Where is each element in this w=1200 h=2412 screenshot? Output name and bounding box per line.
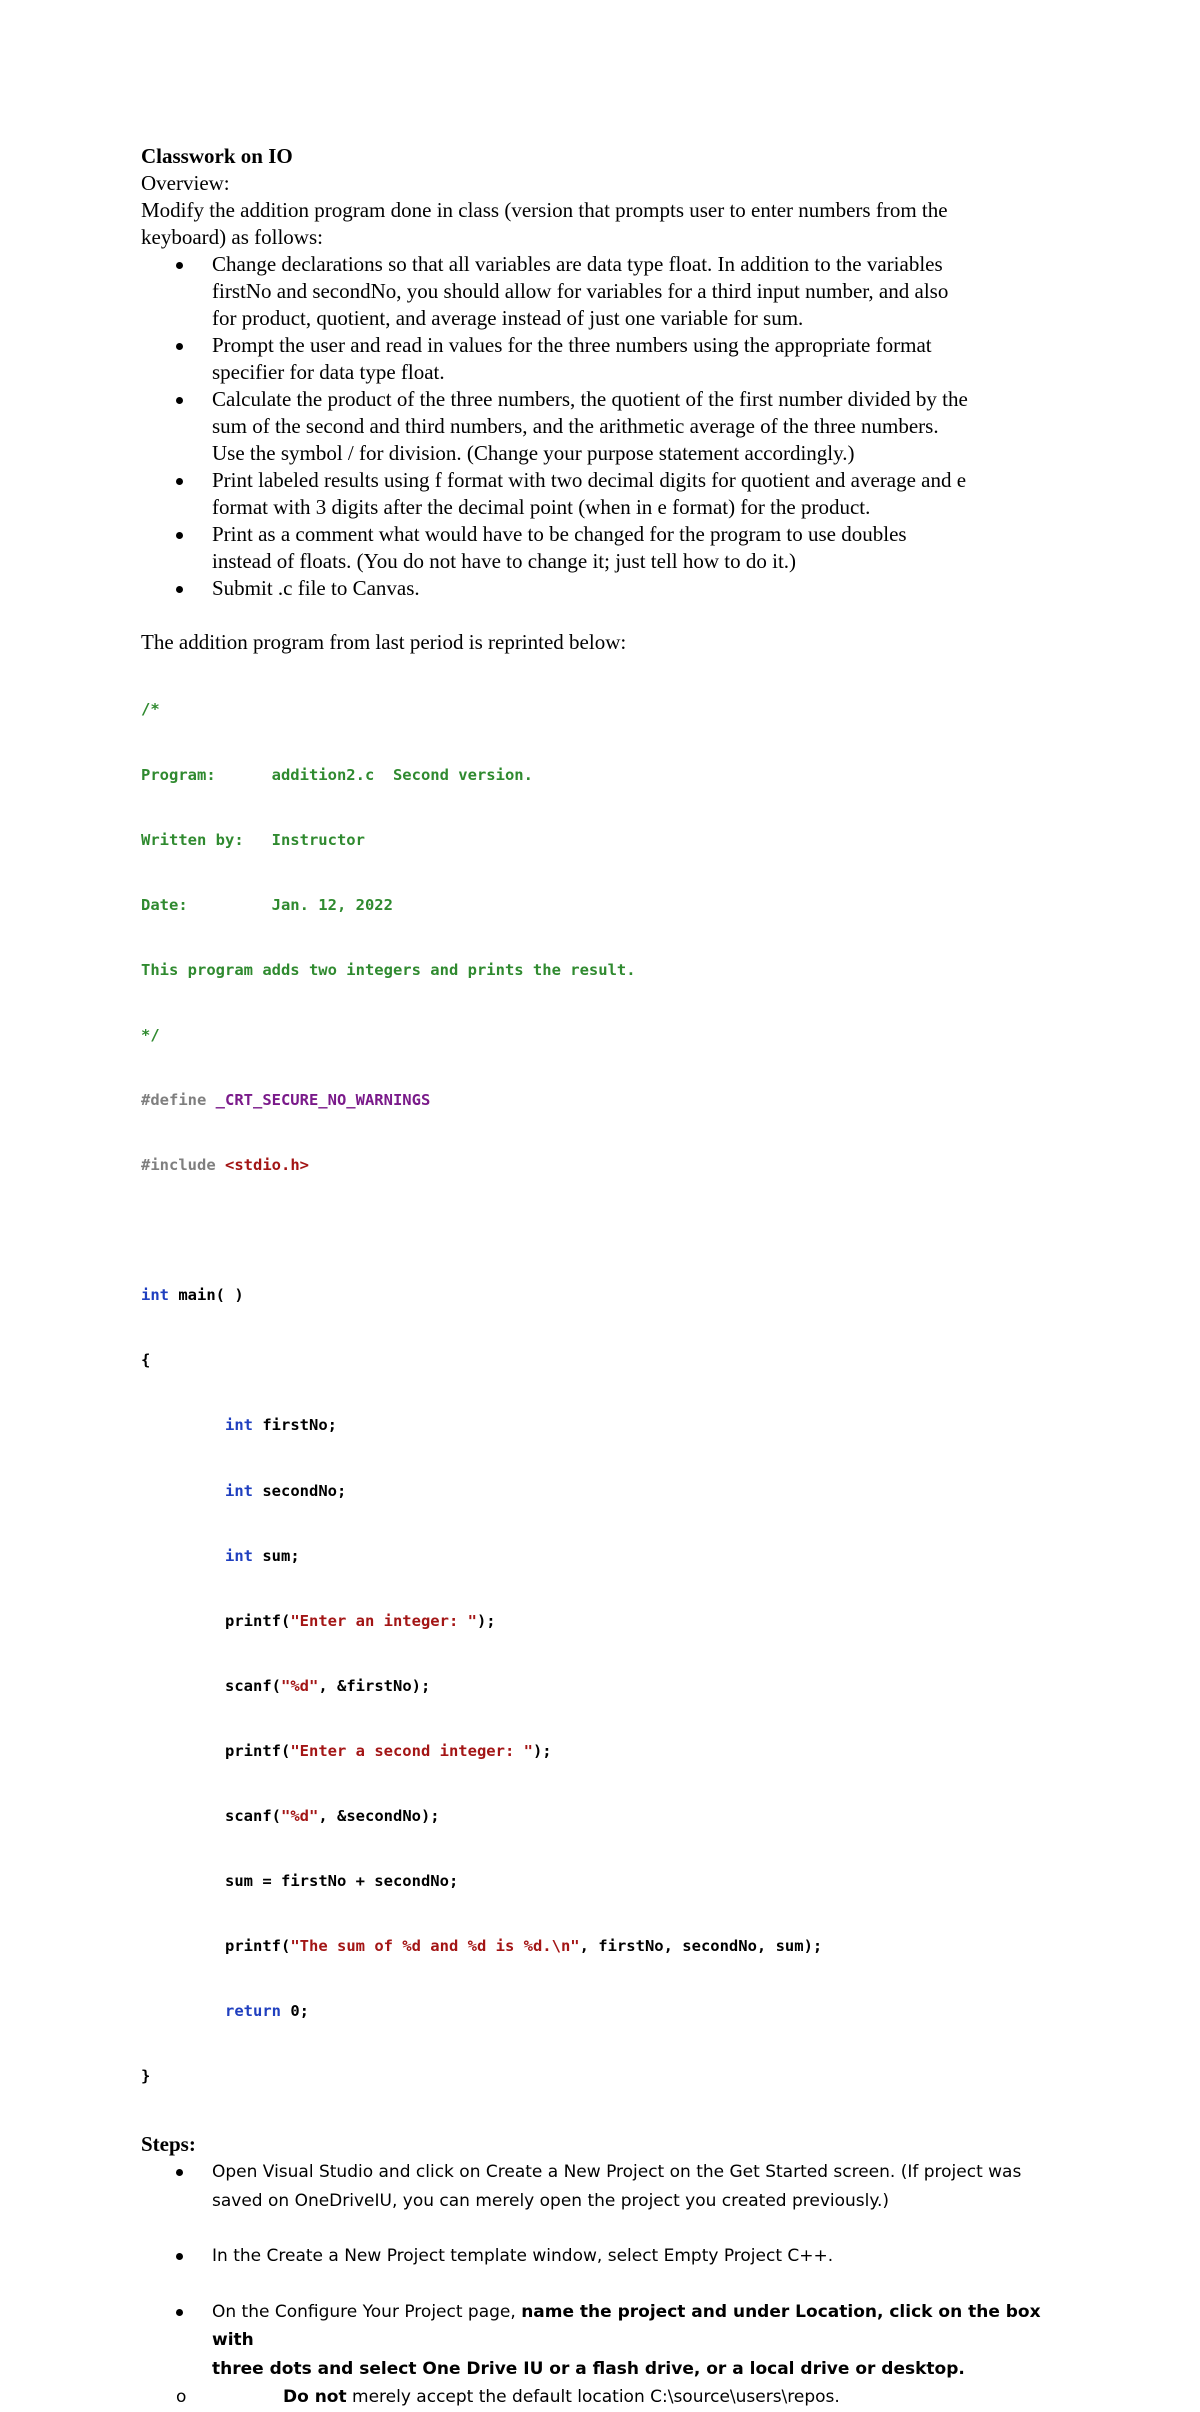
code-decl-sum	[141, 1546, 1071, 1568]
code-desc-line: This program adds two integers and prints the result.	[141, 960, 636, 979]
requirement-item	[141, 521, 1071, 575]
sub-step-emphasis: Do not	[283, 2387, 347, 2408]
intro-line-1: Modify the addition program done in class (version that prompts user to enter numbers from the	[141, 198, 948, 222]
requirement-line: Use the symbol / for division. (Change your purpose statement accordingly.)	[212, 441, 855, 465]
requirement-item	[141, 251, 1071, 332]
include-directive: #include	[141, 1156, 225, 1175]
blank-line	[141, 602, 1071, 629]
code-scanf-1	[141, 1676, 1071, 1698]
document-body	[141, 143, 1071, 2412]
call-close: );	[476, 1611, 496, 1630]
string-literal: "Enter an integer: "	[290, 1611, 477, 1630]
requirement-line: specifier for data type float.	[212, 360, 445, 384]
code-main-line	[141, 1285, 1071, 1307]
requirement-item	[141, 575, 1071, 602]
requirement-line: sum of the second and third numbers, and the arithmetic average of the three numbers.	[212, 414, 939, 438]
return-value: 0;	[281, 2002, 309, 2021]
requirement-line: Prompt the user and read in values for the three numbers using the appropriate format	[212, 333, 932, 357]
sub-bullet-marker: o	[176, 2387, 187, 2408]
requirement-line: instead of floats. (You do not have to change it; just tell how to do it.)	[212, 549, 797, 573]
requirement-line: Submit .c file to Canvas.	[212, 576, 420, 600]
keyword-int: int	[141, 1286, 169, 1305]
bullet-icon	[176, 586, 183, 593]
requirement-item	[141, 467, 1071, 521]
reprint-intro: The addition program from last period is reprinted below:	[141, 630, 627, 654]
requirement-line: Print labeled results using f format with two decimal digits for quotient and average and e	[212, 468, 967, 492]
steps-title: Steps:	[141, 2132, 196, 2157]
bullet-icon	[176, 532, 183, 539]
bullet-icon	[176, 478, 183, 485]
bullet-icon	[176, 262, 183, 269]
code-include-line	[141, 1155, 1071, 1177]
step-line: saved on OneDriveIU, you can merely open the project you created previously.)	[212, 2190, 890, 2211]
define-macro: _CRT_SECURE_NO_WARNINGS	[215, 1090, 431, 1109]
keyword-int: int	[225, 1546, 253, 1565]
string-literal: "%d"	[281, 1676, 319, 1695]
step-line: On the Configure Your Project page,	[212, 2301, 522, 2322]
steps-list	[141, 2158, 1071, 2383]
call-open: scanf(	[225, 1676, 281, 1695]
code-written-line: Written by: Instructor	[141, 830, 365, 849]
requirement-line: Print as a comment what would have to be changed for the program to use doubles	[212, 522, 907, 546]
sub-step-item	[176, 2383, 1071, 2412]
code-return-line	[141, 2001, 1071, 2023]
document-title: Classwork on IO	[141, 144, 293, 168]
code-program-line: Program: addition2.c Second version.	[141, 765, 533, 784]
call-close: );	[532, 1741, 552, 1760]
code-printf-1	[141, 1611, 1071, 1633]
step-emphasis: name the project and under Location, click on the box with	[212, 2301, 1041, 2351]
bullet-icon	[176, 2253, 183, 2260]
decl-text: firstNo;	[253, 1416, 337, 1435]
code-blank-line	[141, 1220, 1071, 1242]
keyword-int: int	[225, 1481, 253, 1500]
code-define-line	[141, 1090, 1071, 1112]
decl-text: secondNo;	[253, 1481, 347, 1500]
requirement-line: Change declarations so that all variables are data type float. In addition to the variables	[212, 252, 943, 276]
intro-line-2: keyboard) as follows:	[141, 225, 323, 249]
code-decl-firstno	[141, 1415, 1071, 1437]
keyword-int: int	[225, 1416, 253, 1435]
code-scanf-2	[141, 1806, 1071, 1828]
code-date-line: Date: Jan. 12, 2022	[141, 895, 393, 914]
call-open: printf(	[225, 1741, 291, 1760]
include-header: <stdio.h>	[225, 1156, 309, 1175]
bullet-icon	[176, 397, 183, 404]
call-close: , firstNo, secondNo, sum);	[579, 1937, 823, 1956]
sum-statement: sum = firstNo + secondNo;	[225, 1872, 459, 1891]
step-item	[141, 2158, 1071, 2215]
code-printf-3	[141, 1936, 1071, 1958]
bullet-icon	[176, 343, 183, 350]
code-printf-2	[141, 1741, 1071, 1763]
call-close: , &firstNo);	[318, 1676, 431, 1695]
string-literal: "%d"	[281, 1807, 319, 1825]
call-open: printf(	[225, 1937, 291, 1956]
main-signature: main( )	[169, 1286, 244, 1305]
step-emphasis: three dots and select One Drive IU or a flash drive, or a local drive or desktop.	[212, 2358, 965, 2379]
step-line: Open Visual Studio and click on Create a New Project on the Get Started screen. (If project was	[212, 2162, 1022, 2183]
requirement-item	[141, 386, 1071, 467]
define-directive: #define	[141, 1090, 216, 1109]
requirement-line: firstNo and secondNo, you should allow for variables for a third input number, and also	[212, 279, 949, 303]
code-listing	[141, 656, 1071, 2131]
overview-label: Overview:	[141, 171, 230, 195]
requirement-line: for product, quotient, and average instead of just one variable for sum.	[212, 306, 804, 330]
requirement-line: Calculate the product of the three numbers, the quotient of the first number divided by the	[212, 387, 968, 411]
requirement-line: format with 3 digits after the decimal point (when in e format) for the product.	[212, 495, 871, 519]
code-open-brace: {	[141, 1351, 151, 1370]
call-open: printf(	[225, 1611, 291, 1630]
bullet-icon	[176, 2169, 183, 2176]
step-line: In the Create a New Project template window, select Empty Project C++.	[212, 2246, 834, 2267]
code-close-brace: }	[141, 2067, 151, 2086]
string-literal: "The sum of %d and %d is %d.\n"	[290, 1937, 580, 1956]
call-open: scanf(	[225, 1807, 281, 1825]
keyword-return: return	[225, 2002, 281, 2021]
requirements-list	[141, 251, 1071, 602]
bullet-icon	[176, 2309, 183, 2316]
string-literal: "Enter a second integer: "	[290, 1741, 533, 1760]
step-item	[141, 2242, 1071, 2271]
code-decl-secondno	[141, 1481, 1071, 1503]
code-sum-line	[141, 1871, 1071, 1893]
requirement-item	[141, 332, 1071, 386]
step-item	[141, 2298, 1071, 2384]
code-comment-open: /*	[141, 700, 160, 719]
sub-step-text: merely accept the default location C:\source\users\repos.	[346, 2387, 840, 2408]
code-comment-close: */	[141, 1025, 160, 1044]
decl-text: sum;	[253, 1546, 300, 1565]
call-close: , &secondNo);	[318, 1807, 440, 1825]
